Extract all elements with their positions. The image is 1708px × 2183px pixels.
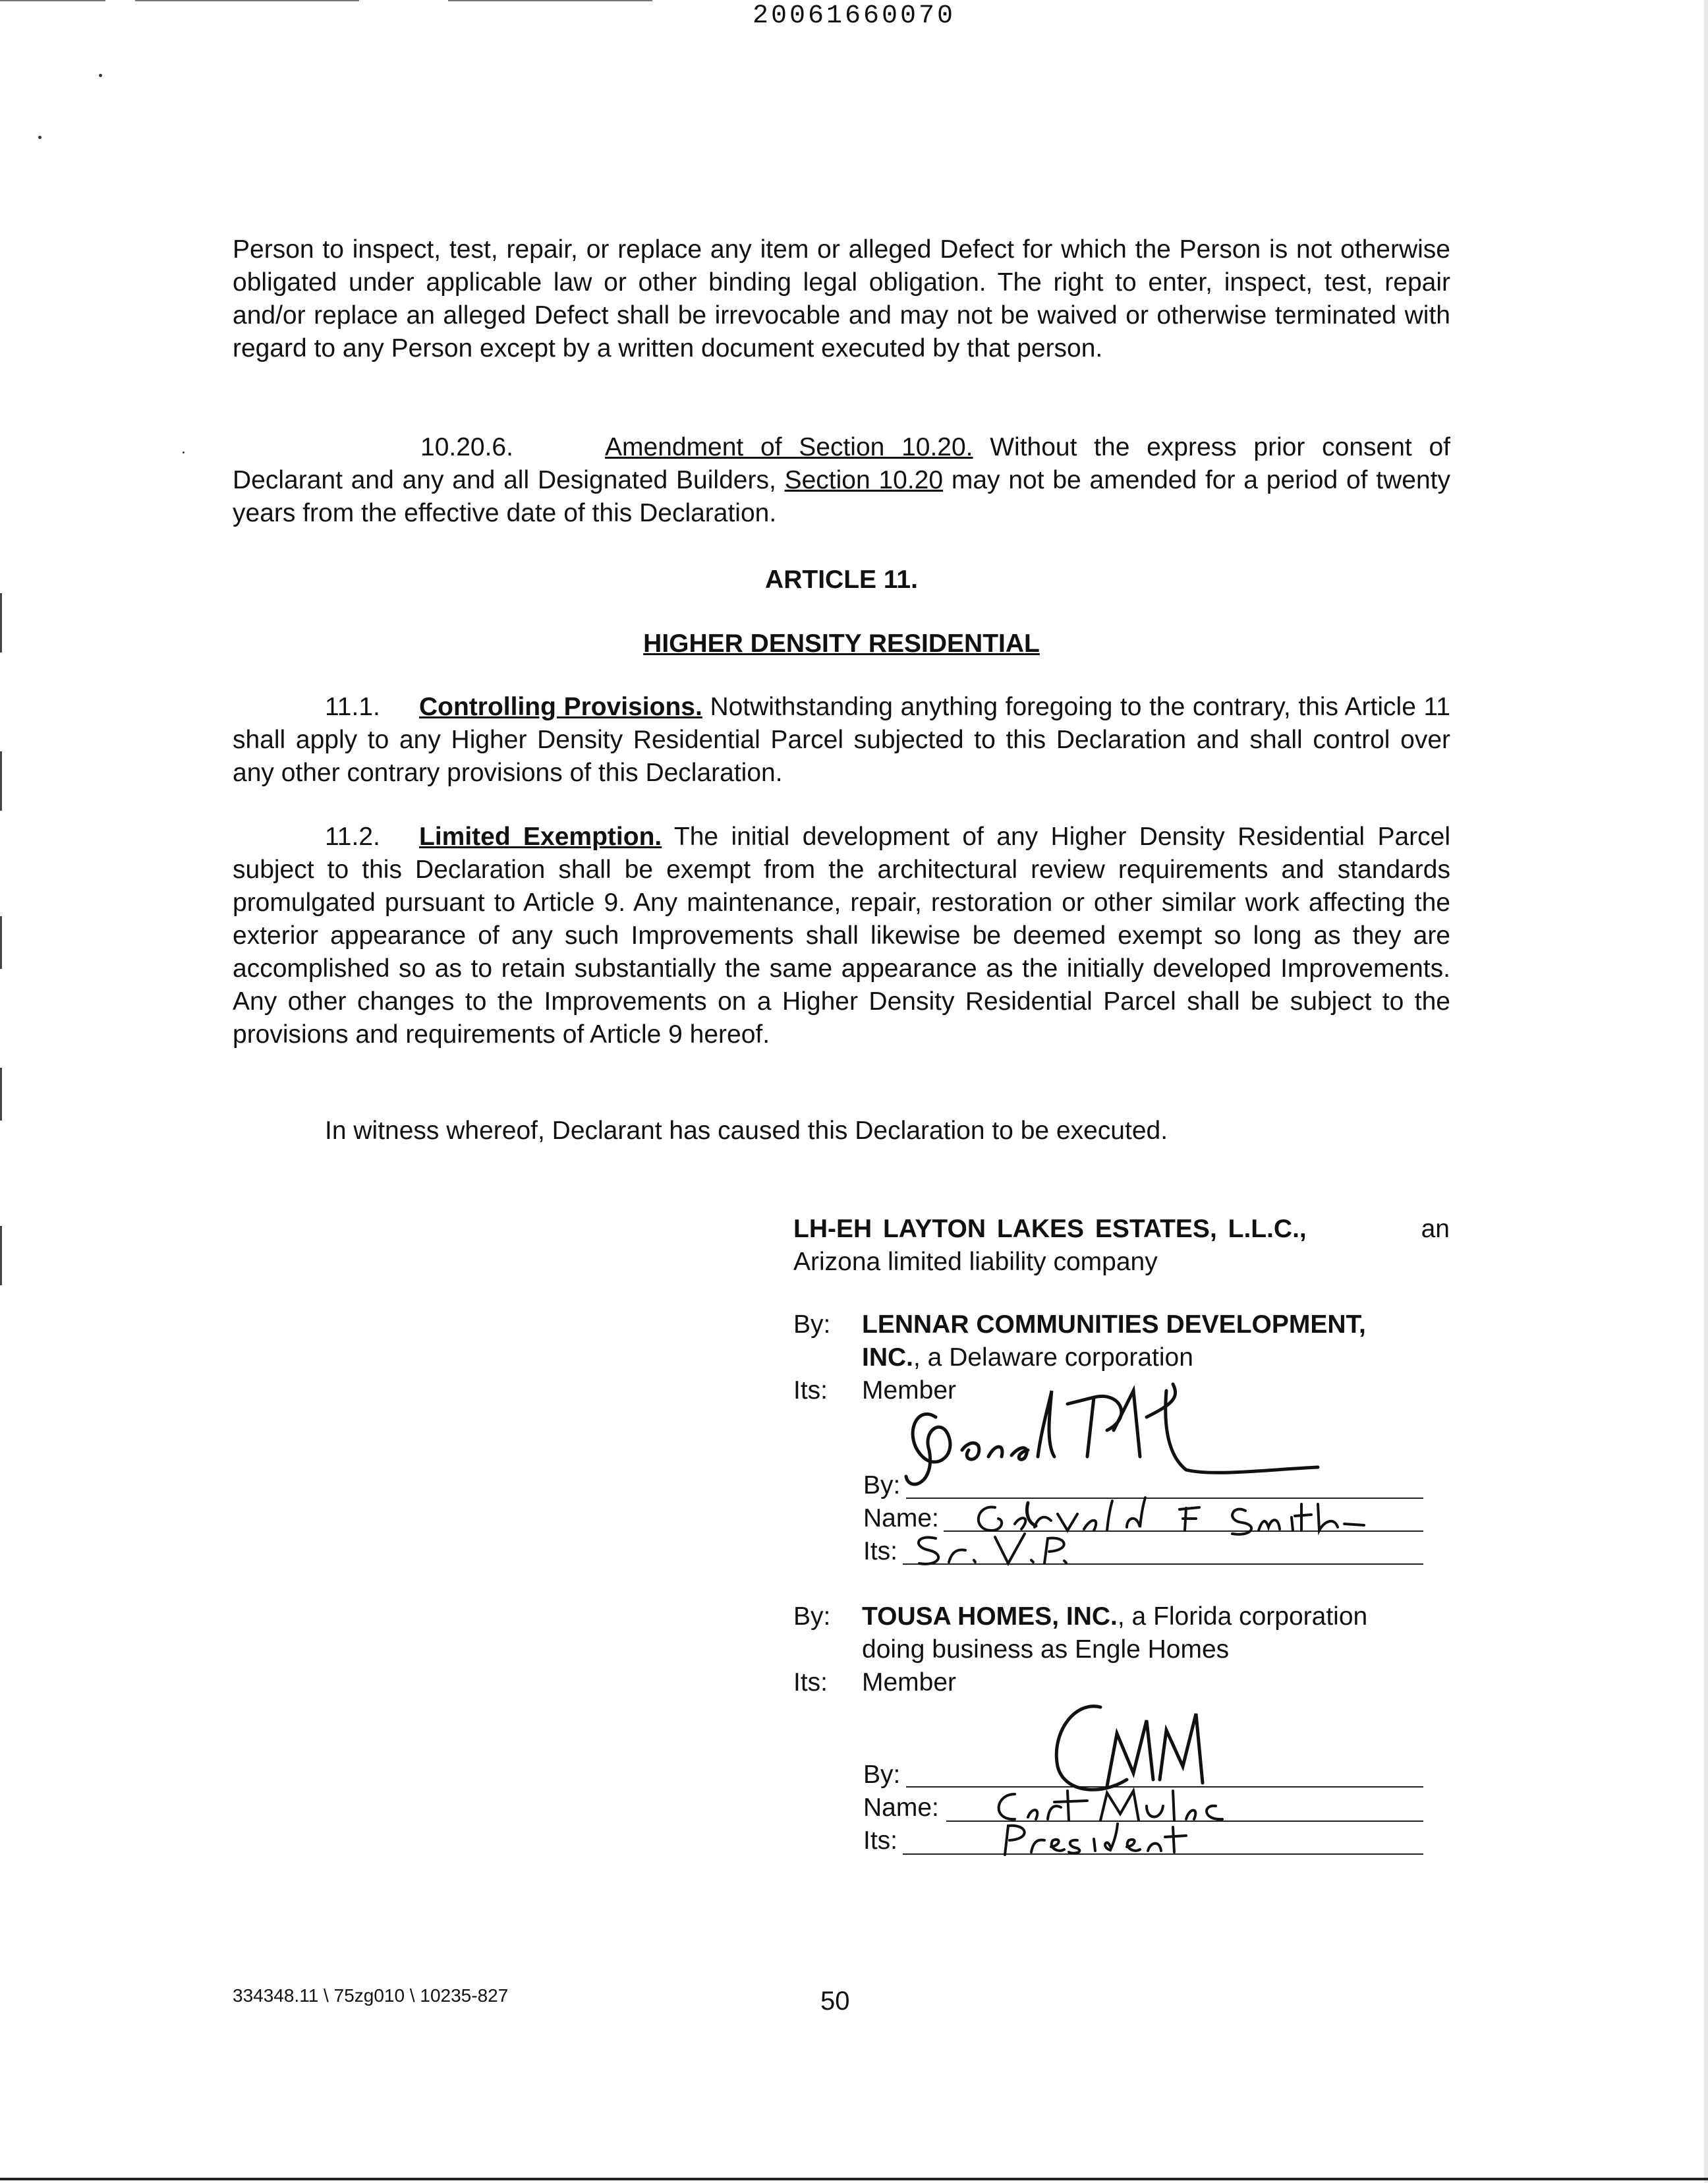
section-number: 10.20.6. [420,433,513,461]
signer-2-name-row [863,1791,939,1824]
paragraph-text [233,821,1450,1051]
paragraph-text [233,1115,1450,1148]
member-2-name-bold: TOUSA HOMES, INC. [862,1602,1118,1631]
page-number: 50 [820,1987,850,2016]
margin-mark [0,751,2,811]
signer-1-by-row [863,1469,900,1502]
by-label: By: [863,1761,901,1789]
signature-gerald-smith [896,1378,1423,1496]
its-label: Its: [863,1537,898,1565]
member-1-role: Member [862,1376,957,1405]
section-number: 11.2. [325,823,380,851]
name-label: Name: [863,1793,939,1822]
section-text: The initial development of any Higher Density Residential Parcel subject to this Declaration shall be exempt from the architectural review requirements and standards promulgated pursuant to Article 9. Any maintenance, repair, restoration or other similar work affecting the exterior appearance of any such Improvements shall likewise be deemed exempt so long as they are accomplished so as to retain substantially the same appearance as the initially developed Improvements. Any other changes to the Improvements on a Higher Density Residential Parcel shall be subject to the provisions and requirements of Article 9 hereof. [233,823,1451,1049]
section-text: Notwithstanding anything foregoing to the contrary, this Article 11 shall apply to any Higher Density Residential Parcel subjected to this Declaration and shall control over any other contrary provisions of this Declaration. [233,693,1451,787]
scan-speck [38,136,42,139]
paragraph-continuation [233,233,1450,365]
member-1-name-bold: INC. [862,1343,913,1372]
paragraph-text: Person to inspect, test, repair, or replace any item or alleged Defect for which the Person is not otherwise obligated under applicable law or other binding legal obligation. The right to enter, inspect, test, repair and/or replace an alleged Defect shall be irrevocable and may not be waived or otherwise terminated with regard to any Person except by a written document executed by that person. [233,235,1450,363]
its-label: Its: [793,1668,828,1697]
section-number: 11.1. [325,693,380,721]
entity-name-line [793,1213,1450,1246]
entity-description: Arizona limited liability company [793,1248,1158,1276]
signer-title-president [995,1820,1206,1857]
section-11-2 [233,821,1450,1051]
margin-mark [0,916,2,969]
name-label: Name: [863,1504,939,1532]
document-number: 20061660070 [752,1,956,31]
signer-title-sr-vp [909,1530,1107,1567]
member-2-name-line1 [862,1600,1450,1633]
witness-clause [233,1115,1450,1148]
its-label: Its: [863,1826,898,1855]
section-heading: Amendment of Section 10.20. [605,433,973,461]
signer-2-by-row [863,1759,900,1791]
section-text: may not be amended for a period of twenty years from the effective date of this Declaration. [233,466,1450,527]
witness-text: In witness whereof, Declarant has caused this Declaration to be executed. [325,1117,1168,1145]
member-1-name [862,1308,1450,1374]
document-reference: 334348.11 \ 75zg010 \ 10235-827 [233,1985,509,2006]
member-1-name-rest: , a Delaware corporation [913,1343,1193,1372]
entity-name: LH-EH LAYTON LAKES ESTATES, L.L.C., [793,1215,1307,1243]
member-2-role: Member [862,1668,957,1697]
scan-speck [99,74,102,77]
article-subtitle: HIGHER DENSITY RESIDENTIAL [643,629,1040,658]
margin-mark [0,1068,2,1121]
section-reference: Section 10.20 [784,466,944,494]
member-2-name-rest: , a Florida corporation [1117,1602,1368,1631]
section-text: Without the express prior consent of Declarant and any and all Designated Builders, [233,433,1450,494]
entity-suffix: an [1421,1215,1450,1243]
its-label: Its: [793,1376,828,1405]
margin-mark [0,1226,2,1285]
signature-entity [793,1213,1450,1279]
member-2-name-line2: doing business as Engle Homes [862,1635,1230,1664]
by-label: By: [863,1471,901,1499]
section-heading: Controlling Provisions. [419,693,702,721]
scan-bottom-rule [0,2178,1708,2180]
scan-right-edge [1704,0,1708,2183]
member-1-name-line2 [862,1341,1450,1374]
signer-2-its-row [863,1824,897,1857]
scan-speck [183,451,185,453]
signer-1-its-row [863,1535,897,1568]
by-label: By: [793,1310,831,1339]
margin-mark [0,593,2,653]
article-title: ARTICLE 11. [765,566,918,594]
paragraph-text [233,691,1450,790]
paragraph-text [233,431,1450,530]
by-label: By: [793,1602,831,1631]
section-heading: Limited Exemption. [419,823,662,851]
member-2-block [793,1600,1450,1699]
member-1-name-line1: LENNAR COMMUNITIES DEVELOPMENT, [862,1310,1366,1339]
member-2-name [862,1600,1450,1666]
section-10-20-6 [233,431,1450,530]
section-11-1 [233,691,1450,790]
